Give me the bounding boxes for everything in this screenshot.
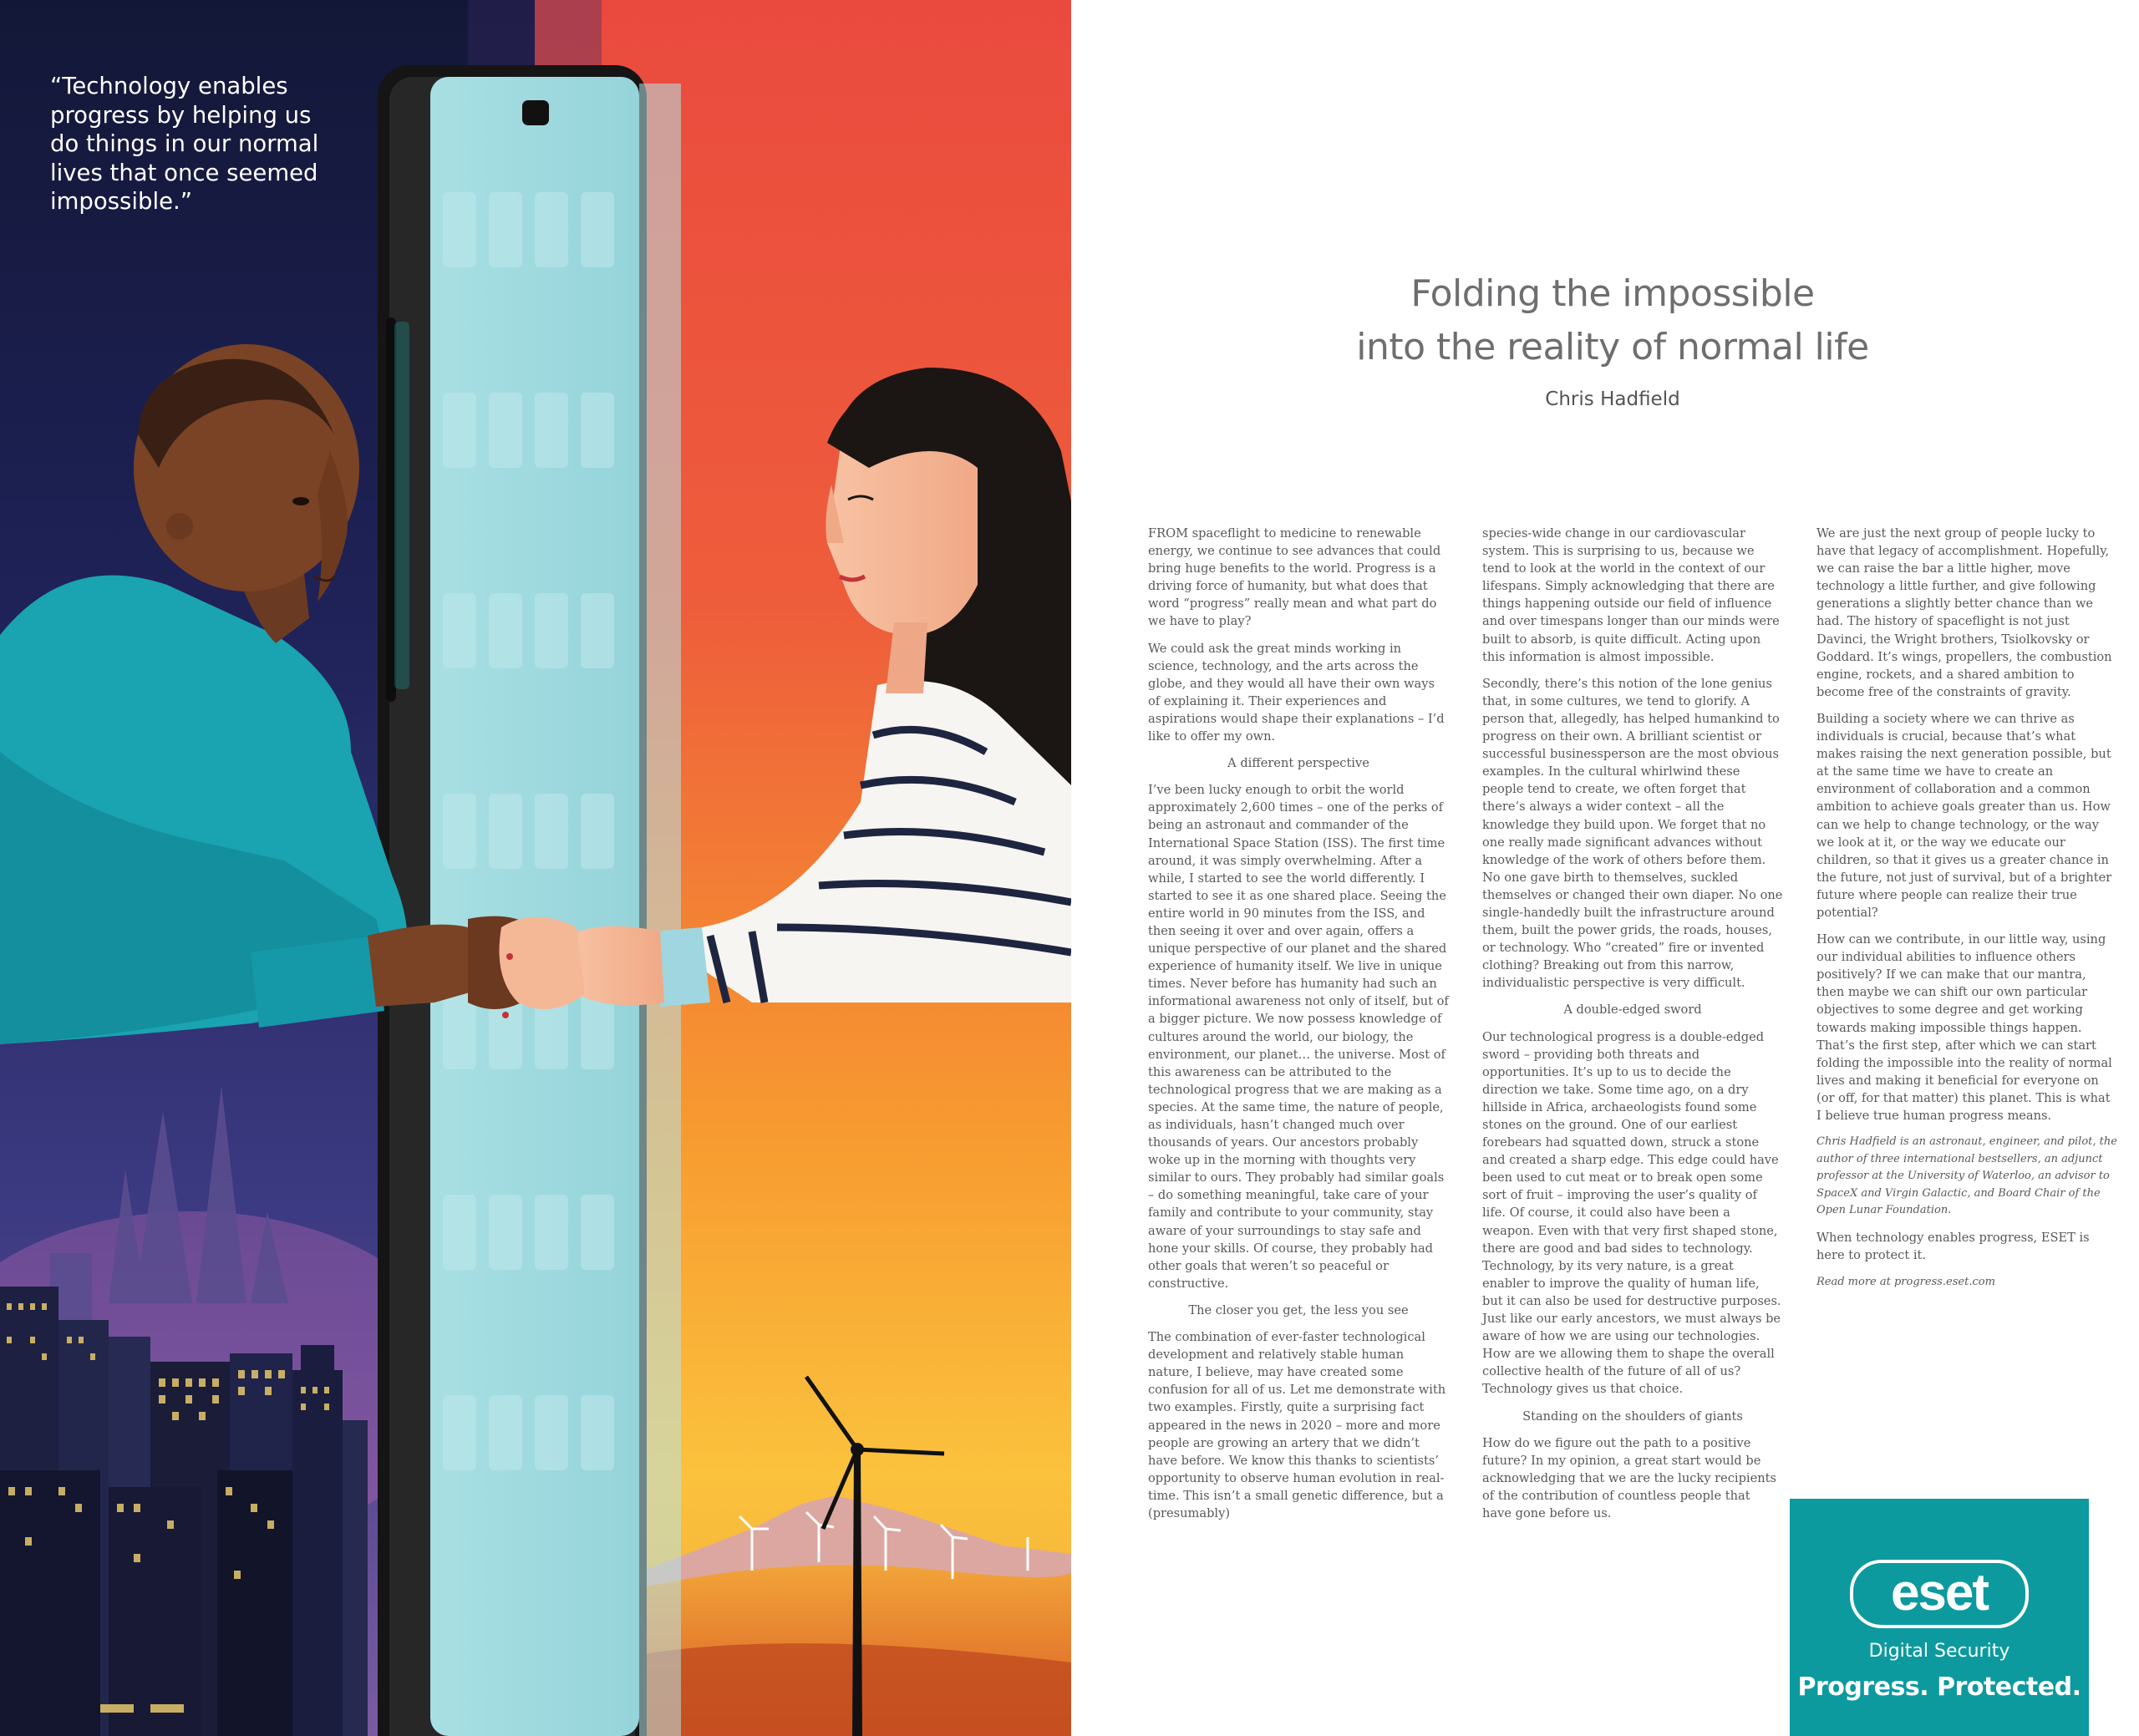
author-bio: Chris Hadfield is an astronaut, engineer, and pilot, the author of three international bestsellers, an adjunct professor at the University of Waterloo, an advisor to SpaceX and Virgin Galactic, and Board Chair of the Open Lunar Foundation. <box>1816 1135 2117 1217</box>
read-more-link[interactable]: Read more at progress.eset.com <box>1816 1275 1995 1288</box>
smartphone <box>378 65 681 1736</box>
paragraph: Secondly, there’s this notion of the lone genius that, in some cultures, we tend to glorify. A person that, allegedly, has helped humankind to progress on their own. A brilliant scientist or successful businessperson are the most obvious examples. In the cultural whirlwind these people tend to create, we often forget that there’s always a wider context – all the knowledge they build upon. We forget that no one really made significant advances without knowledge of the work of others before them. No one gave birth to themselves, suckled themselves or changed their own diaper. No one single-handedly built the infrastructure around them, built the power grids, the roads, houses, or technology. Who “created” fire or invented clothing? Breaking out from this narrow, individualistic perspective is very difficult. <box>1482 676 1783 991</box>
article-column-2 <box>1482 525 1783 1531</box>
paragraph: Our technological progress is a double-edged sword – providing both threats and opportunities. It’s up to us to decide the direction we take. Some time ago, on a dry hillside in Africa, archaeologists found some stones on the ground. One of our earliest forebears had squatted down, struck a stone and created a sharp edge. This edge could have been used to cut meat or to break open some sort of fruit – improving the user’s quality of life. Of course, it could also have been a weapon. Even with that very first shaped stone, there are good and bad sides to technology. Technology, by its very nature, is a great enabler to improve the quality of human life, but it can also be used for destructive purposes. Just like our early ancestors, we must always be aware of how we are using our technologies. How are we allowing them to shape the overall collective health of the future of all of us? Technology gives us that choice. <box>1482 1029 1781 1397</box>
paragraph: We are just the next group of people lucky to have that legacy of accomplishment. Hopefully, we can raise the bar a little higher, move technology a little further, and give following generations a slightly better chance than we had. The history of spaceflight is not just Davinci, the Wright brothers, Tsiolkovsky or Goddard. It’s wings, propellers, the combustion engine, rockets, and a shared ambition to become free of the constraints of gravity. <box>1816 526 2112 699</box>
paragraph: Building a society where we can thrive as individuals is crucial, because that’s what makes raising the next generation possible, but at the same time we have to create an environment of collaboration and a common ambition to achieve goals greater than us. How can we help to change technology, or the way we look at it, or the way we educate our children, so that it gives us a greater chance in the future, not just of survival, but of a brighter future where people can realize their true potential? <box>1816 711 2112 920</box>
article-title <box>1153 267 2072 374</box>
section-heading: A different perspective <box>1227 756 1369 771</box>
paragraph: The combination of ever-faster technological development and relatively stable human nature, I believe, may have created some confusion for all of us. Let me demonstrate with two examples. Firstly, quite a surprising fact appeared in the news in 2020 – more and more people are growing an artery that we didn’t have before. We know this thanks to scientists’ opportunity to observe human evolution in real-time. This isn’t a small genetic difference, but a (presumably) <box>1148 1330 1446 1520</box>
section-heading: A double-edged sword <box>1563 1003 1702 1018</box>
paragraph: How do we figure out the path to a positive future? In my opinion, a great start would be acknowledging that we are the lucky recipients of the contribution of countless people that have gone before us. <box>1482 1435 1776 1520</box>
article-column-3 <box>1816 525 2117 1300</box>
pull-quote: “Technology enables progress by helping us do things in our normal lives that once seemed impossible.” <box>50 73 319 215</box>
article-column-1 <box>1148 525 1449 1531</box>
eset-logo <box>1850 1560 2029 1628</box>
brand-tagline: Progress. Protected. <box>1797 1673 2081 1702</box>
title-line-1: Folding the impossible <box>1410 272 1815 315</box>
section-heading: Standing on the shoulders of giants <box>1522 1409 1743 1424</box>
paragraph: species-wide change in our cardiovascular system. This is surprising to us, because we tend to look at the world in the context of our lifespans. Simply acknowledging that there are things happening outside our field of influence and over timespans longer than our minds were built to absorb, is quite difficult. Acting upon this information is almost impossible. <box>1482 526 1780 664</box>
paragraph: FROM spaceflight to medicine to renewable energy, we continue to see advances that could bring huge benefits to the world. Progress is a driving force of humanity, but what does that word “progress” really mean and what part do we have to play? <box>1148 526 1441 629</box>
eset-brand-box <box>1790 1499 2089 1736</box>
paragraph: When technology enables progress, ESET is here to protect it. <box>1816 1230 2090 1262</box>
eset-logo-text: eset <box>1890 1564 1989 1622</box>
title-line-2: into the reality of normal life <box>1356 326 1869 368</box>
paragraph: I’ve been lucky enough to orbit the world approximately 2,600 times – one of the perks of being an astronaut and commander of the International Space Station (ISS). The first time around, it was simply overwhelming. After a while, I started to see the world differently. I started to see it as one shared place. Seeing the entire world in 90 minutes from the ISS, and then seeing it over and over again, offers a unique perspective of our planet and the shared experience of humanity itself. We live in unique times. Never before has humanity had such an informational awareness not only of itself, but of a bigger picture. We now possess knowledge of cultures around the world, our biology, the environment, our planet… the universe. Most of this awareness can be attributed to the technological progress that we are making as a species. At the same time, the nature of people, as individuals, hasn’t changed much over thousands of years. Our ancestors probably woke up in the morning with thoughts very similar to ours. They probably had similar goals – do something meaningful, take care of your family and contribute to your community, stay aware of your surroundings to stay safe and hone your skills. Of course, they probably had other goals that weren’t so peaceful or constructive. <box>1148 783 1449 1291</box>
paragraph: How can we contribute, in our little way, using our individual abilities to influence others positively? If we can make that our mantra, then maybe we can shift our own particular objectives to some degree and get working towards making impossible things happen. That’s the first step, after which we can start folding the impossible into the reality of normal lives and making it beneficial for everyone on (or off, for that matter) this planet. This is what I believe true human progress means. <box>1816 932 2112 1123</box>
article-author: Chris Hadfield <box>1545 388 1680 410</box>
paragraph: We could ask the great minds working in science, technology, and the arts across the globe, and they would all have their own ways of explaining it. Their experiences and aspirations would shape their explanations – I’d like to offer my own. <box>1148 641 1445 744</box>
brand-subtitle: Digital Security <box>1868 1641 2010 1662</box>
section-heading: The closer you get, the less you see <box>1188 1302 1409 1317</box>
